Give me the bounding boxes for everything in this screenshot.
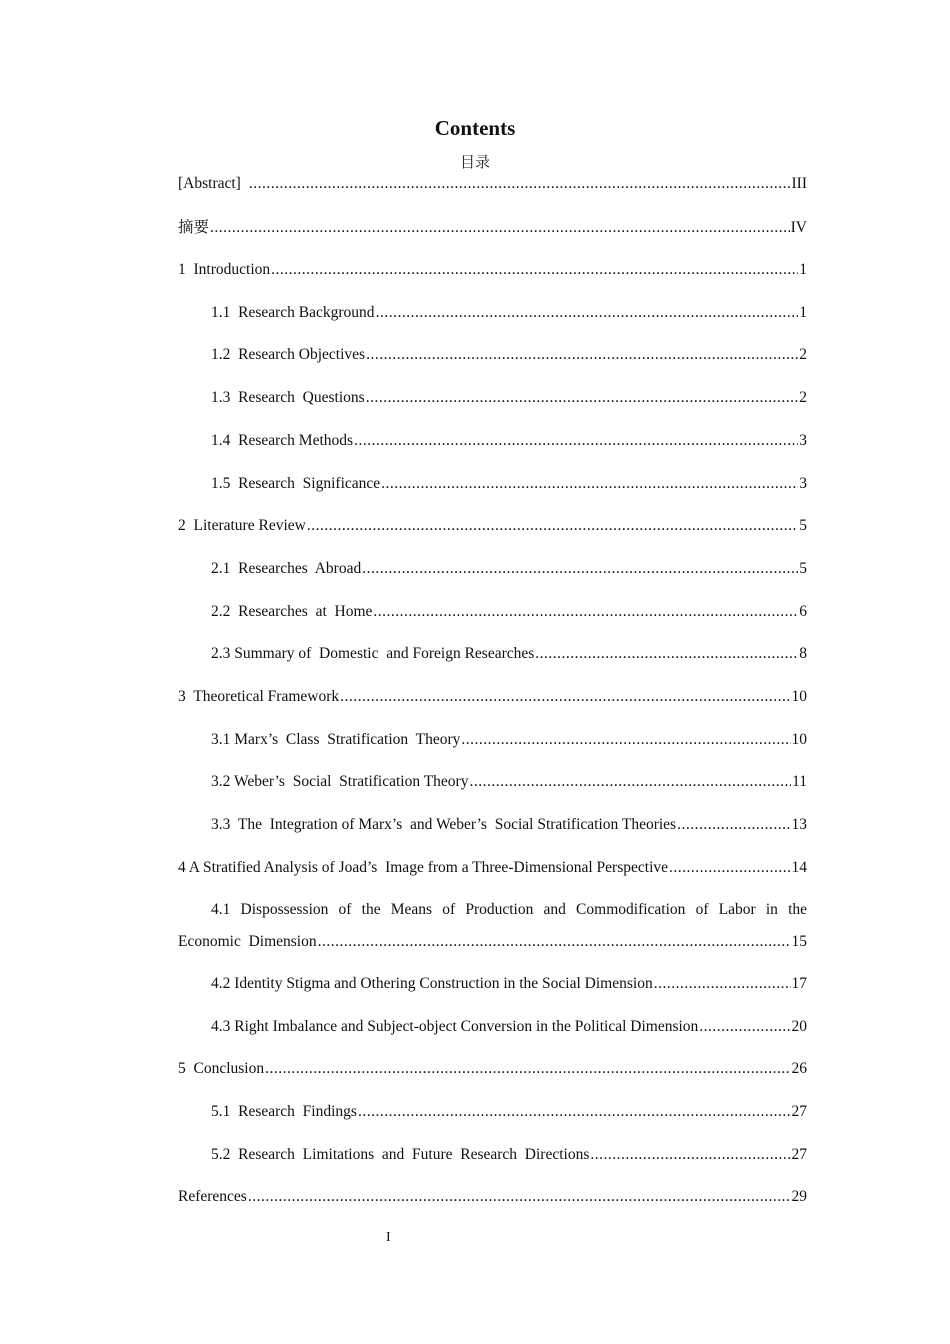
toc-entry-chapter-3[interactable]: 3 Theoretical Framework ..... 10 bbox=[178, 685, 807, 709]
toc-entry-5-2[interactable]: 5.2 Research Limitations and Future Research Directions ..... 27 bbox=[211, 1143, 807, 1167]
toc-entry-chinese-abstract[interactable]: 摘要 ..... IV bbox=[178, 216, 807, 240]
page-subtitle: 目录 bbox=[459, 155, 490, 171]
page-title: Contents bbox=[434, 116, 516, 140]
toc-entry-references[interactable]: References ..... 29 bbox=[178, 1185, 807, 1209]
toc-entry-chapter-2[interactable]: 2 Literature Review ..... 5 bbox=[178, 514, 807, 538]
toc-entry-2-2[interactable]: 2.2 Researches at Home ..... 6 bbox=[211, 600, 807, 624]
toc-entry-3-2[interactable]: 3.2 Weber’s Social Stratification Theory ..... 11 bbox=[211, 770, 807, 794]
toc-entry-4-1-line1[interactable]: 4.1 Dispossession of the Means of Production and Commodification of Labor in the bbox=[211, 901, 807, 918]
toc-entry-abstract[interactable]: [Abstract] ..... III bbox=[178, 172, 807, 196]
toc-entry-3-1[interactable]: 3.1 Marx’s Class Stratification Theory ..... 10 bbox=[211, 728, 807, 752]
toc-entry-4-3[interactable]: 4.3 Right Imbalance and Subject-object Conversion in the Political Dimension ..... 20 bbox=[211, 1015, 807, 1039]
toc-entry-4-1-line2[interactable]: Economic Dimension ..... 15 bbox=[178, 930, 807, 954]
toc-entry-1-2[interactable]: 1.2 Research Objectives ..... 2 bbox=[211, 343, 807, 367]
toc-entry-chapter-1[interactable]: 1 Introduction ..... 1 bbox=[178, 258, 807, 282]
toc-entry-5-1[interactable]: 5.1 Research Findings ..... 27 bbox=[211, 1100, 807, 1124]
toc-entry-chapter-5[interactable]: 5 Conclusion ..... 26 bbox=[178, 1057, 807, 1081]
toc-entry-2-1[interactable]: 2.1 Researches Abroad ..... 5 bbox=[211, 557, 807, 581]
toc-entry-chapter-4[interactable]: 4 A Stratified Analysis of Joad’s Image from a Three-Dimensional Perspective ..... 14 bbox=[178, 856, 807, 880]
toc-entry-3-3[interactable]: 3.3 The Integration of Marx’s and Weber’s Social Stratification Theories ..... 13 bbox=[211, 813, 807, 837]
toc-entry-4-2[interactable]: 4.2 Identity Stigma and Othering Construction in the Social Dimension ..... 17 bbox=[211, 972, 807, 996]
toc-entry-1-1[interactable]: 1.1 Research Background ..... 1 bbox=[211, 301, 807, 325]
toc-entry-1-3[interactable]: 1.3 Research Questions ..... 2 bbox=[211, 386, 807, 410]
toc-entry-2-3[interactable]: 2.3 Summary of Domestic and Foreign Researches ..... 8 bbox=[211, 642, 807, 666]
toc-entry-1-4[interactable]: 1.4 Research Methods ..... 3 bbox=[211, 429, 807, 453]
toc-entry-1-5[interactable]: 1.5 Research Significance ..... 3 bbox=[211, 472, 807, 496]
footer-page-number: I bbox=[386, 1230, 391, 1245]
